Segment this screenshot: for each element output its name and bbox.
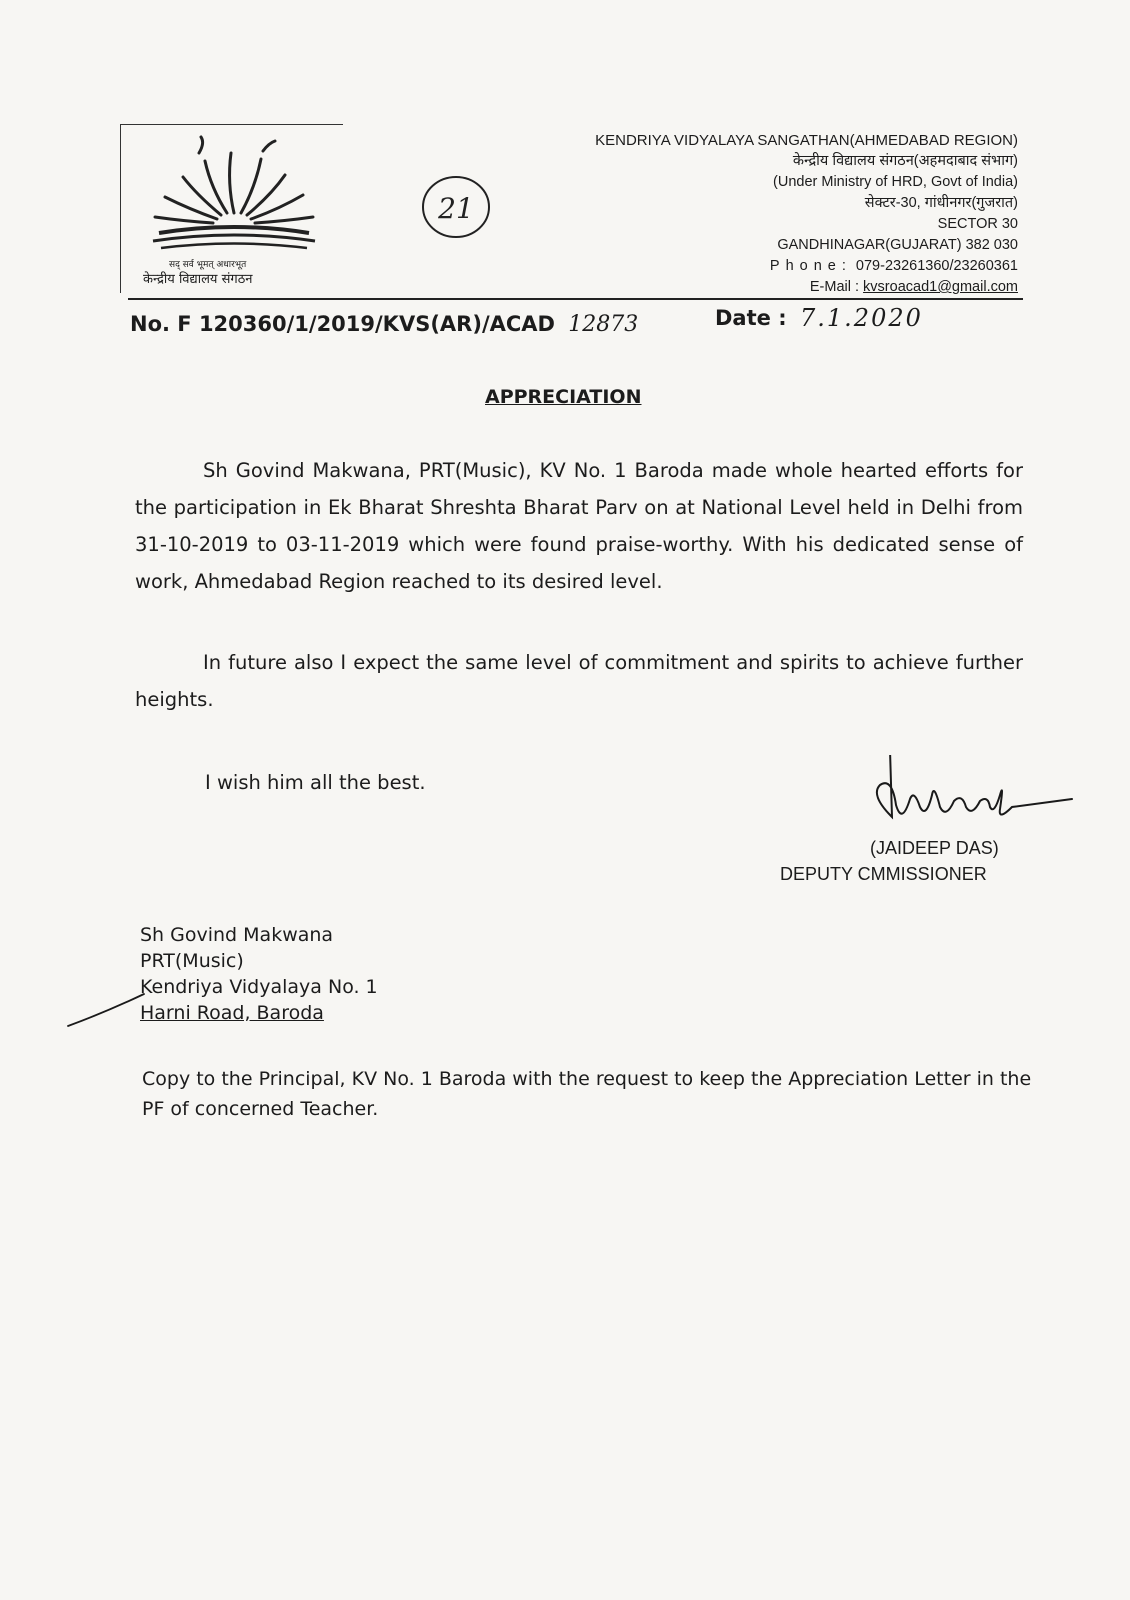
- letter-title: APPRECIATION: [485, 386, 642, 408]
- kvs-logo: [120, 124, 343, 293]
- body-paragraph-1: Sh Govind Makwana, PRT(Music), KV No. 1 Baroda made whole hearted efforts for the participation in Ek Bharat Shreshta Bharat Parv on at National Level held in Delhi from 31-10-2019 to 03-11-2019 which were found praise-worthy. With his dedicated sense of work, Ahmedabad Region reached to its desired level.: [135, 459, 1023, 593]
- signatory-designation: DEPUTY CMMISSIONER: [780, 864, 987, 884]
- phone-label: Phone:: [769, 258, 852, 274]
- header-divider: [128, 298, 1023, 300]
- email-line: [595, 277, 1018, 298]
- addressee-line-2: PRT(Music): [140, 950, 244, 972]
- org-name-hindi: केन्द्रीय विद्यालय संगठन(अहमदाबाद संभाग): [792, 153, 1018, 169]
- logo-org-name: केन्द्रीय विद्यालय संगठन: [143, 272, 253, 287]
- signatory-name: (JAIDEEP DAS): [870, 838, 999, 858]
- addressee-line-1: Sh Govind Makwana: [140, 924, 334, 946]
- logo-motto: सद् सर्व भूमत् अधारभूत: [169, 260, 247, 270]
- phone-line: [595, 256, 1018, 277]
- reference-number-handwritten: 12873: [568, 312, 639, 337]
- copy-to-note: Copy to the Principal, KV No. 1 Baroda with the request to keep the Appreciation Letter in the PF of concerned Teacher.: [142, 1068, 1032, 1120]
- handwritten-tick-mark: [66, 990, 156, 1030]
- ministry-line: (Under Ministry of HRD, Govt of India): [773, 174, 1018, 190]
- addressee-line-3: Kendriya Vidyalaya No. 1: [140, 976, 378, 998]
- email-label: E-Mail :: [809, 279, 860, 295]
- date-label: Date :: [715, 306, 787, 330]
- addressee-line-4: Harni Road, Baroda: [140, 1002, 324, 1024]
- date-handwritten: 7.1.2020: [800, 304, 923, 332]
- body-paragraph-2: In future also I expect the same level of commitment and spirits to achieve further heights.: [135, 651, 1023, 711]
- phone-value: 079-23261360/23260361: [855, 258, 1018, 274]
- reference-number: [130, 312, 638, 337]
- body-paragraph-3: I wish him all the best.: [205, 771, 426, 794]
- handwritten-number-text: 21: [438, 192, 474, 225]
- address-hindi: सेक्टर-30, गांधीनगर(गुजरात): [864, 195, 1018, 211]
- email-link[interactable]: kvsroacad1@gmail.com: [863, 279, 1018, 295]
- address-city: GANDHINAGAR(GUJARAT) 382 030: [777, 237, 1018, 253]
- handwritten-signature: [850, 755, 1080, 845]
- reference-number-printed: No. F 120360/1/2019/KVS(AR)/ACAD: [130, 312, 555, 336]
- kvs-emblem-icon: [139, 133, 329, 258]
- address-sector: SECTOR 30: [937, 216, 1018, 232]
- letterhead-address: [595, 130, 1018, 298]
- org-name-english: KENDRIYA VIDYALAYA SANGATHAN(AHMEDABAD REGION): [595, 132, 1018, 149]
- handwritten-circled-number: [420, 174, 492, 240]
- addressee-block: [140, 922, 378, 1026]
